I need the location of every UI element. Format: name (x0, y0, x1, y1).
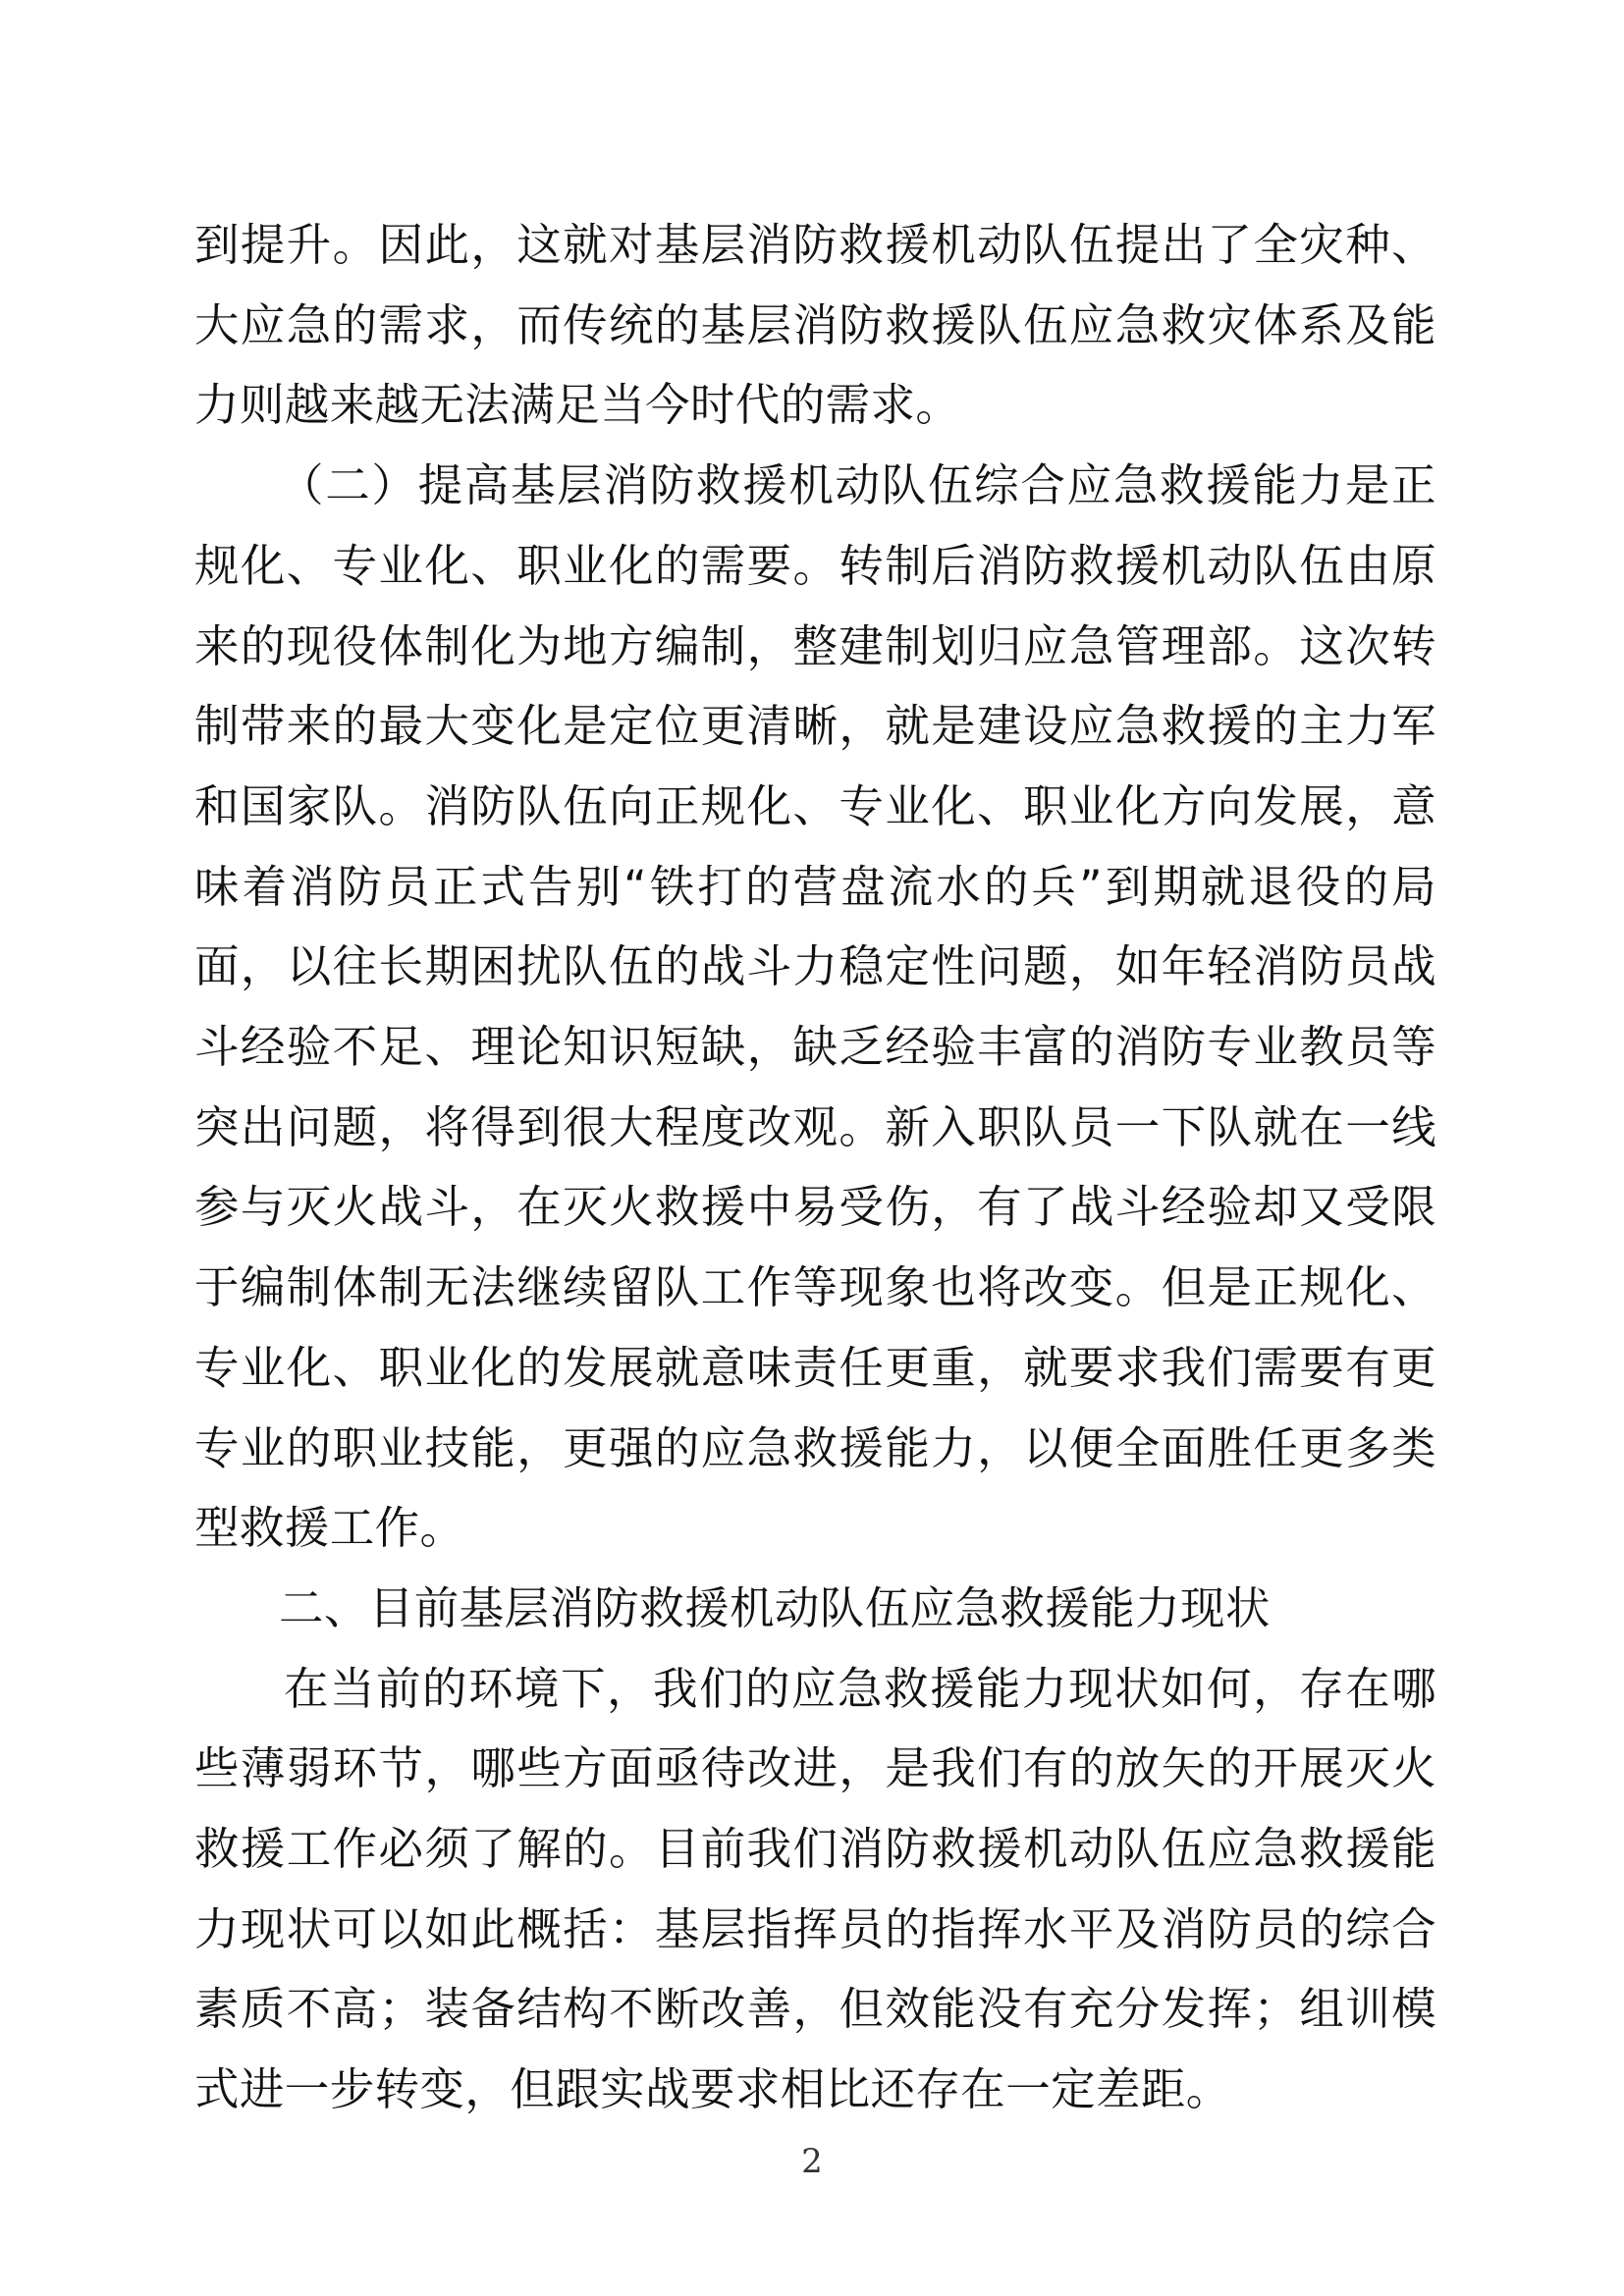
page-number: 2 (801, 2142, 823, 2181)
document-body (194, 205, 1436, 2130)
paragraph-section-two: （二）提高基层消防救援机动队伍综合应急救援能力是正规化、专业化、职业化的需要。转制后消防救援机动队伍由原来的现役体制化为地方编制，整建制划归应急管理部。这次转制带来的最大变化是定位更清晰，就是建设应急救援的主力军和国家队。消防队伍向正规化、专业化、职业化方向发展，意味着消防员正式告别“铁打的营盘流水的兵”到期就退役的局面，以往长期困扰队伍的战斗力稳定性问题，如年轻消防员战斗经验不足、理论知识短缺，缺乏经验丰富的消防专业教员等突出问题，将得到很大程度改观。新入职队员一下队就在一线参与灭火战斗，在灭火救援中易受伤，有了战斗经验却又受限于编制体制无法继续留队工作等现象也将改变。但是正规化、专业化、职业化的发展就意味责任更重，就要求我们需要有更专业的职业技能，更强的应急救援能力，以便全面胜任更多类型救援工作。 (194, 459, 1436, 1555)
paragraph-continuation: 到提升。因此，这就对基层消防救援机动队伍提出了全灾种、大应急的需求，而传统的基层消防救援队伍应急救灾体系及能力则越来越无法满足当今时代的需求。 (194, 219, 1436, 432)
paragraph-current-status: 在当前的环境下，我们的应急救援能力现状如何，存在哪些薄弱环节，哪些方面亟待改进，是我们有的放矢的开展灭火救援工作必须了解的。目前我们消防救援机动队伍应急救援能力现状可以如此概括：基层指挥员的指挥水平及消防员的综合素质不高；装备结构不断改善，但效能没有充分发挥；组训模式进一步转变，但跟实战要求相比还存在一定差距。 (194, 1662, 1436, 2116)
section-heading: 二、目前基层消防救援机动队伍应急救援能力现状 (279, 1581, 1271, 1634)
